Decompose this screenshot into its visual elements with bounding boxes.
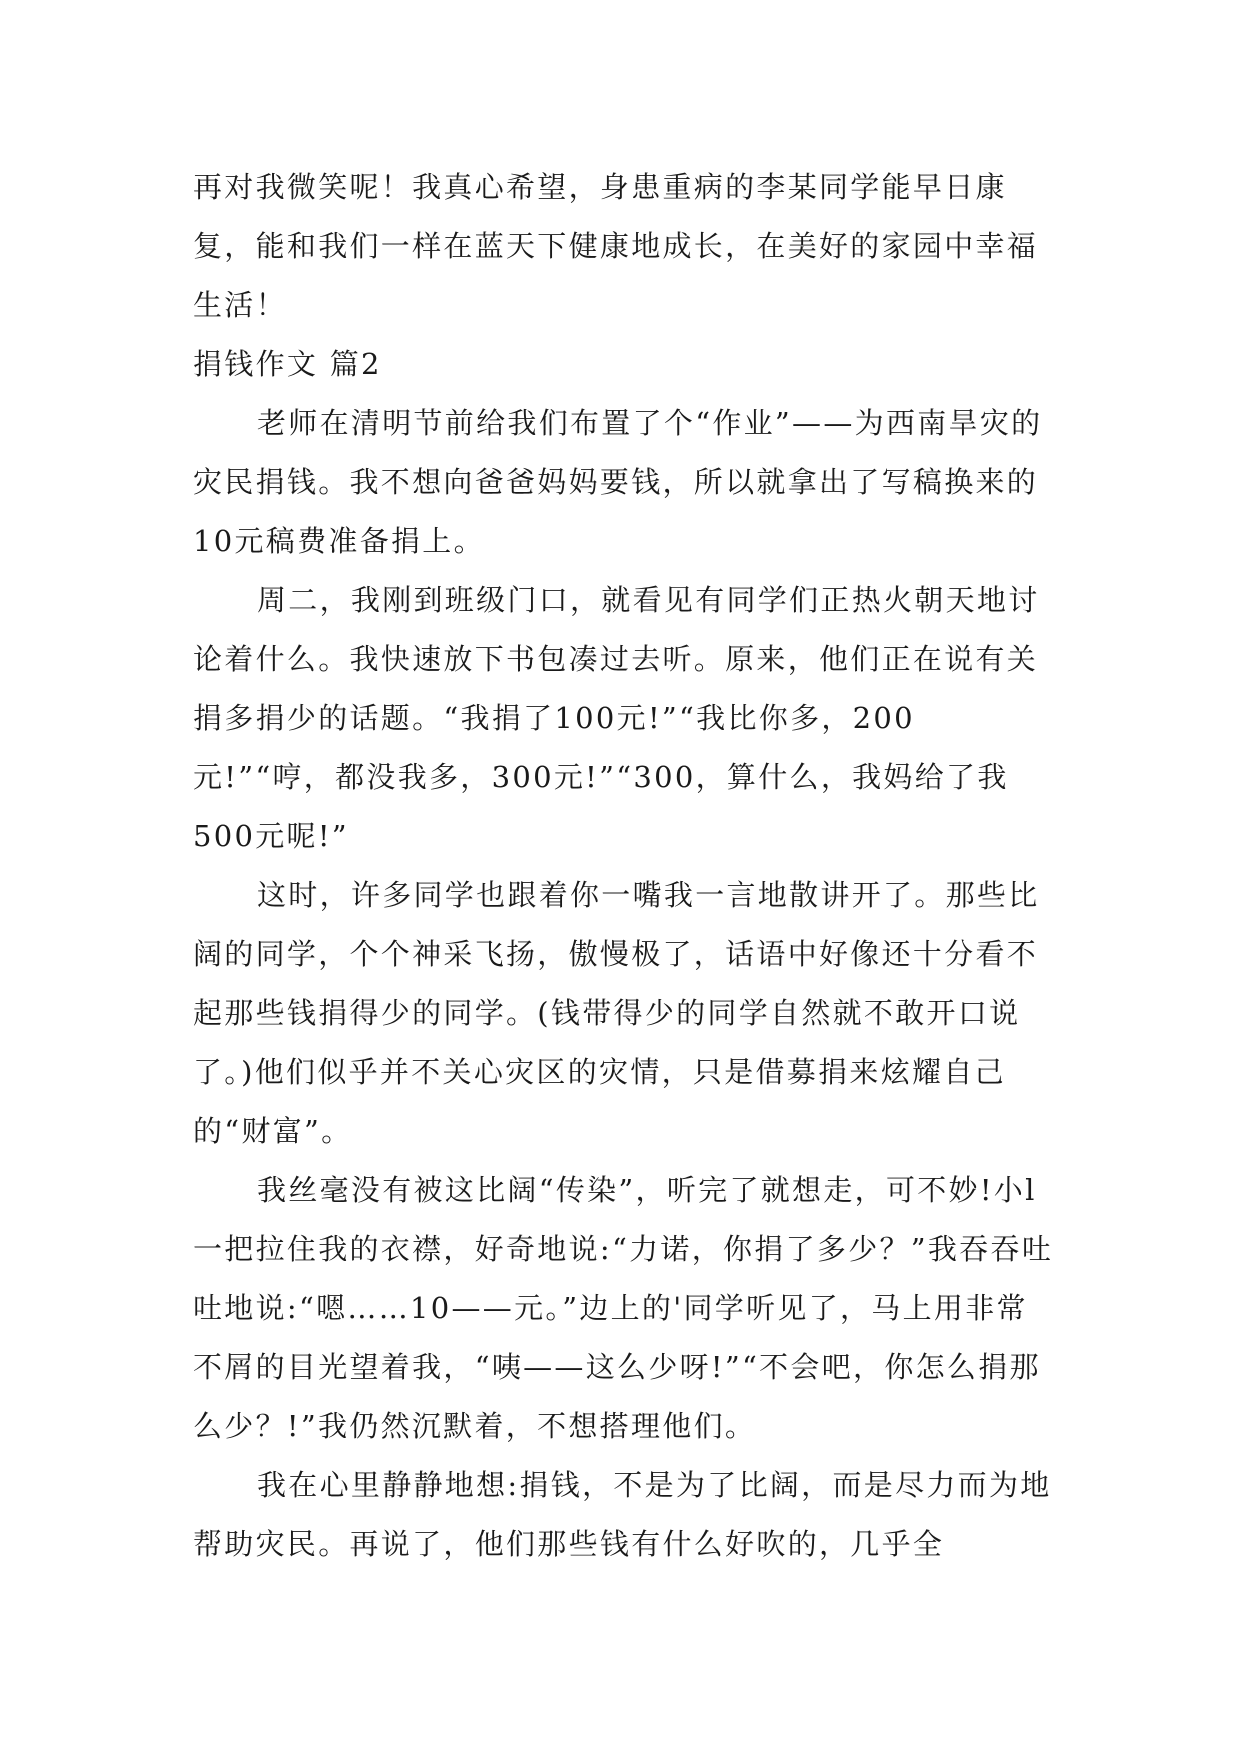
paragraph-1: 老师在清明节前给我们布置了个“作业”——为西南旱灾的灾民捐钱。我不想向爸爸妈妈要钱，所以就拿出了写稿换来的10元稿费准备捐上。 <box>193 406 1043 558</box>
paragraph-2: 周二，我刚到班级门口，就看见有同学们正热火朝天地讨论着什么。我快速放下书包凑过去听。原来，他们正在说有关捐多捐少的话题。“我捐了100元!”“我比你多，200元!”“哼，都没我多，300元!”“300，算什么，我妈给了我500元呢!” <box>193 583 1040 853</box>
section-heading: 捐钱作文 篇2 <box>193 347 382 381</box>
paragraph-4: 我丝毫没有被这比阔“传染”，听完了就想走，可不妙!小l一把拉住我的衣襟，好奇地说:“力诺，你捐了多少？”我吞吞吐吐地说:“嗯……10——元。”边上的'同学听见了，马上用非常不屑的目光望着我，“咦——这么少呀!”“不会吧，你怎么捐那么少？!”我仍然沉默着，不想搭理他们。 <box>193 1173 1054 1443</box>
paragraph-3: 这时，许多同学也跟着你一嘴我一言地散讲开了。那些比阔的同学，个个神采飞扬，傲慢极了，话语中好像还十分看不起那些钱捐得少的同学。(钱带得少的同学自然就不敢开口说了。)他们似乎并不关心灾区的灾情，只是借募捐来炫耀自己的“财富”。 <box>193 878 1040 1148</box>
continuation-paragraph: 再对我微笑呢！我真心希望，身患重病的李某同学能早日康复，能和我们一样在蓝天下健康地成长，在美好的家园中幸福生活！ <box>193 170 1039 322</box>
document-body <box>193 158 1055 1574</box>
paragraph-5: 我在心里静静地想:捐钱，不是为了比阔，而是尽力而为地帮助灾民。再说了，他们那些钱有什么好吹的，几乎全 <box>193 1468 1052 1561</box>
